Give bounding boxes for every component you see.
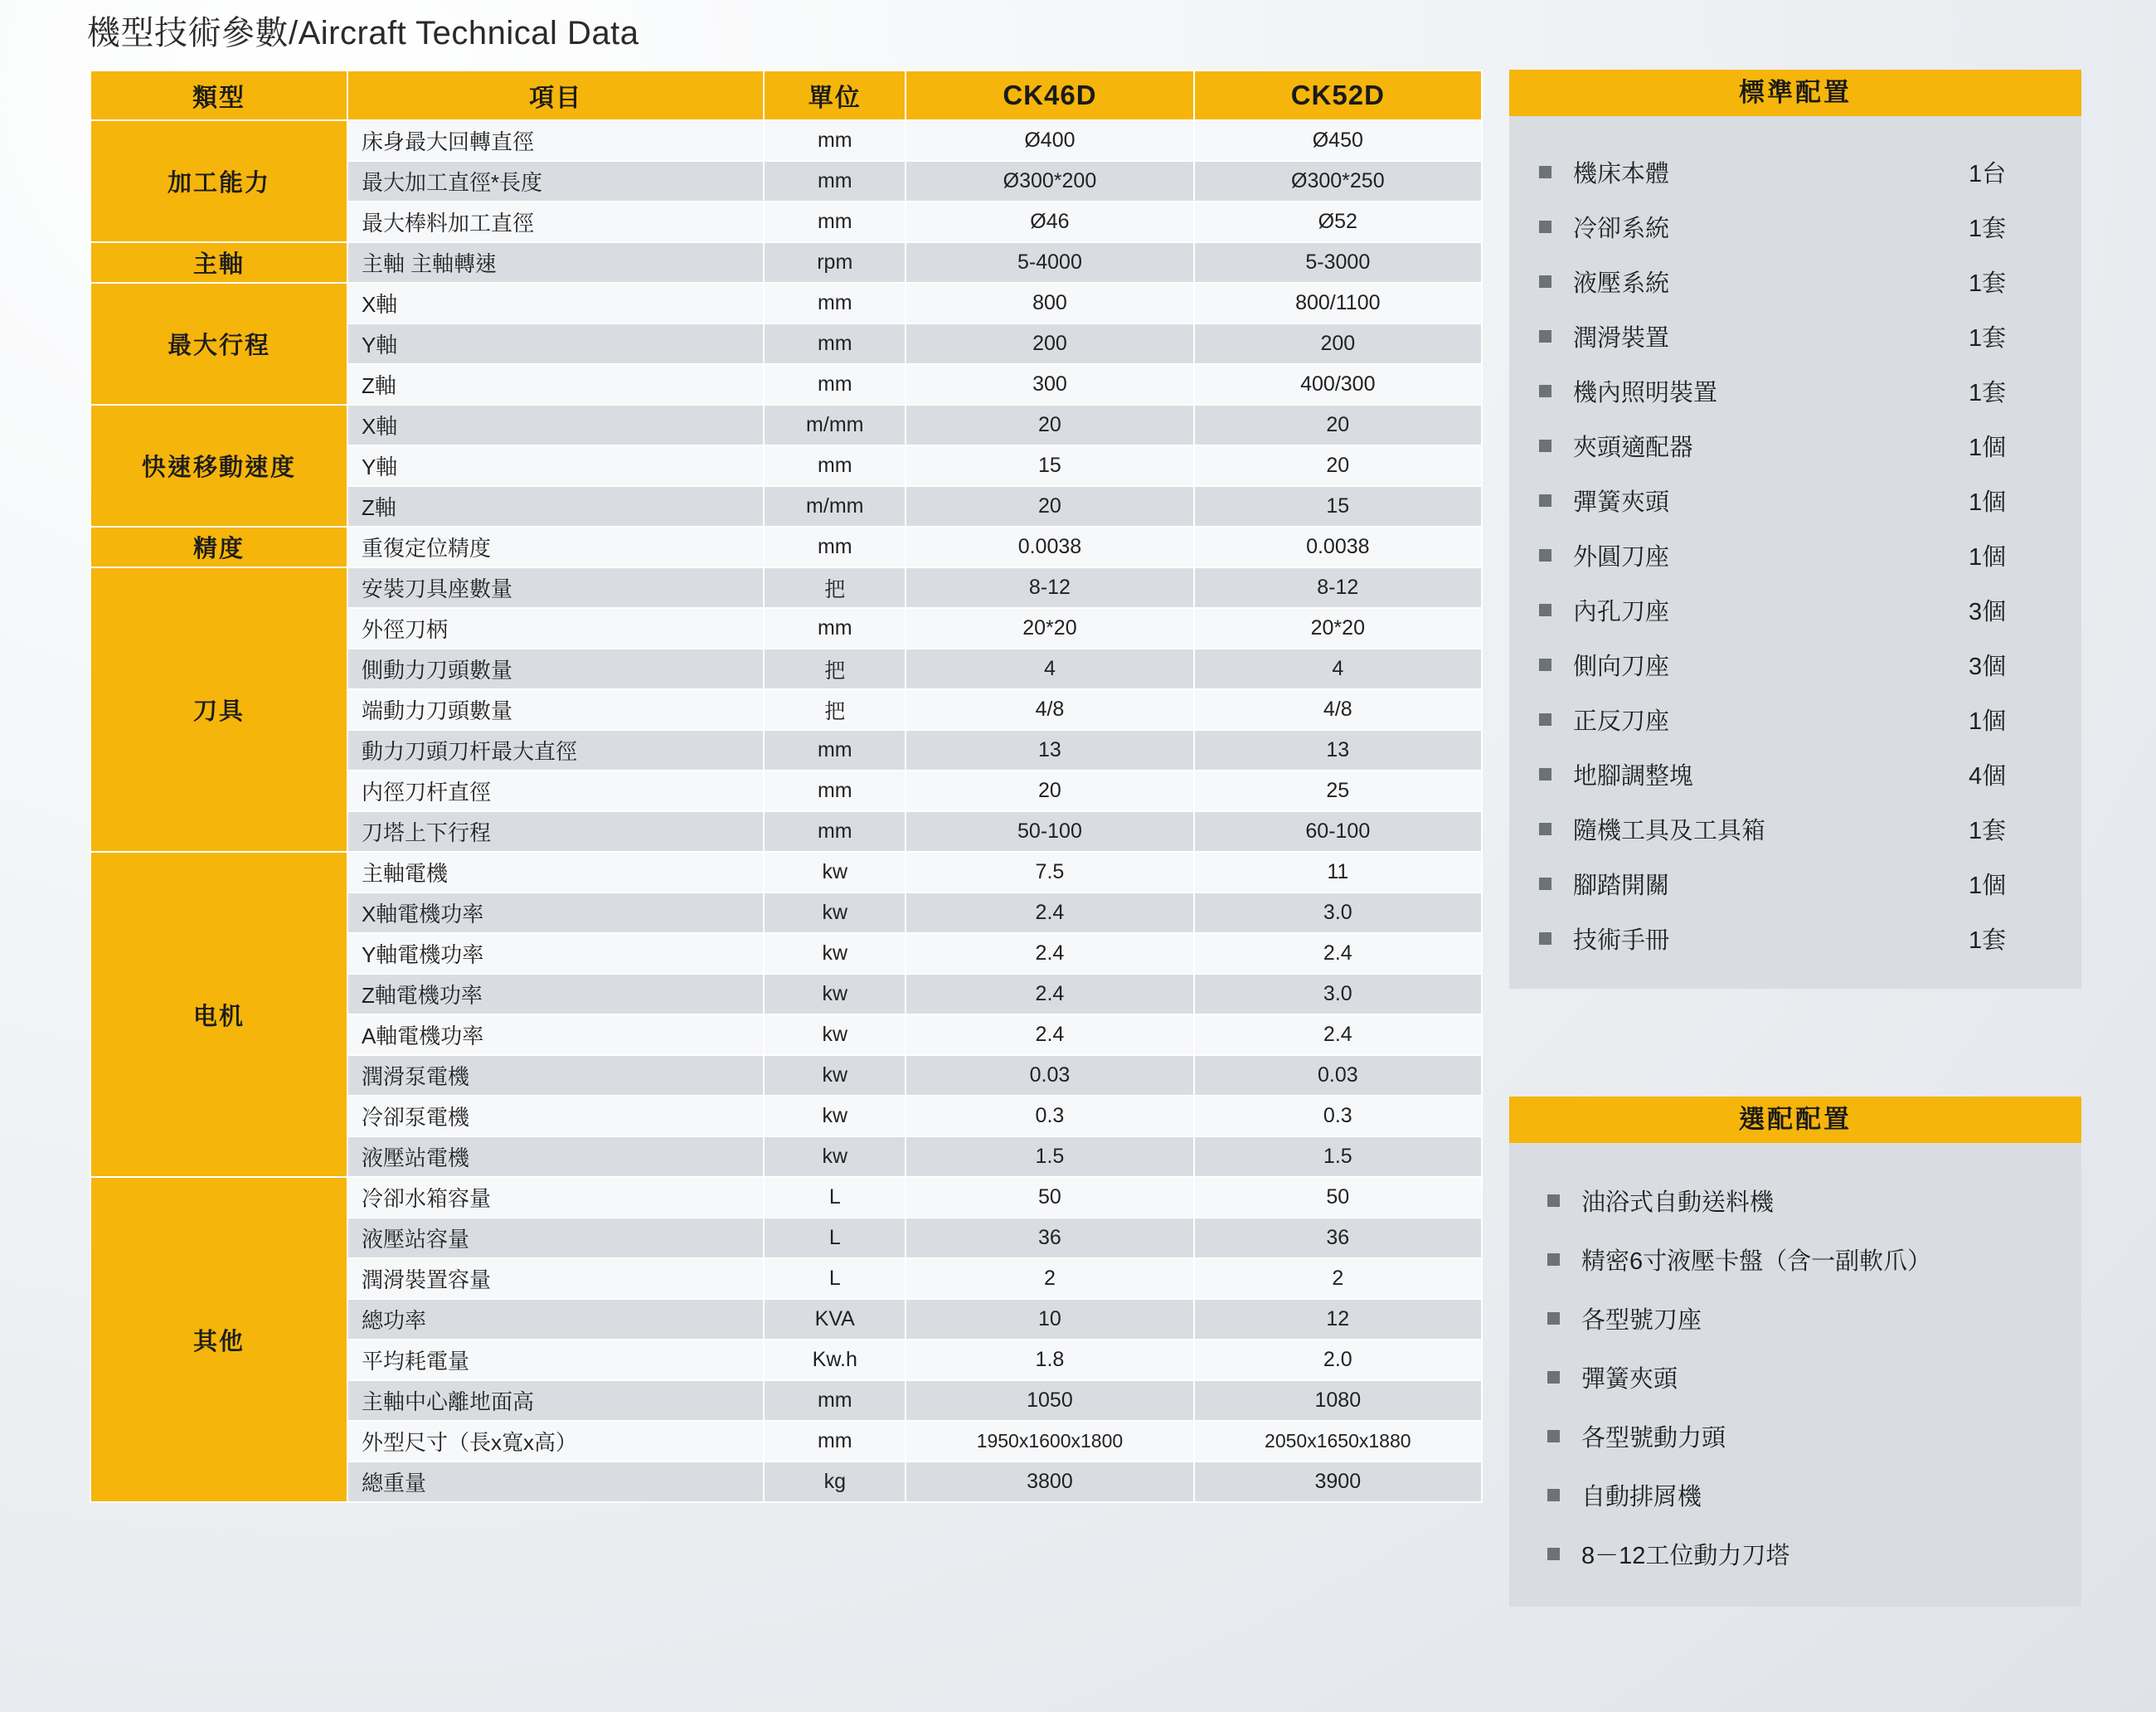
row-item-name: Y軸 xyxy=(347,323,764,364)
list-item xyxy=(1509,856,2081,911)
config-item-quantity: 1個 xyxy=(1969,489,2007,516)
row-unit: kw xyxy=(764,1014,906,1055)
row-item-name: 重復定位精度 xyxy=(347,527,764,567)
row-value-ck52d: 20*20 xyxy=(1194,608,1482,649)
table-row xyxy=(90,527,1482,567)
row-value-ck46d: Ø300*200 xyxy=(906,161,1193,202)
config-item-quantity: 1個 xyxy=(1969,708,2007,735)
row-value-ck46d: 50-100 xyxy=(906,811,1193,852)
row-item-name: 側動力刀頭數量 xyxy=(347,649,764,689)
table-header-row xyxy=(90,71,1482,120)
list-item xyxy=(1509,1289,2081,1348)
row-value-ck46d: 4/8 xyxy=(906,689,1193,730)
row-unit: mm xyxy=(764,527,906,567)
row-unit: L xyxy=(764,1218,906,1258)
row-value-ck52d: 0.03 xyxy=(1194,1055,1482,1096)
row-group-type: 精度 xyxy=(90,527,347,567)
column-header-ck52d: CK52D xyxy=(1194,71,1482,120)
row-unit: mm xyxy=(764,202,906,242)
row-item-name: Y軸 xyxy=(347,445,764,486)
row-item-name: 主軸 主軸轉速 xyxy=(347,242,764,283)
row-item-name: X軸 xyxy=(347,405,764,445)
row-value-ck46d: 1950x1600x1800 xyxy=(906,1421,1193,1462)
config-item-label: 正反刀座 xyxy=(1573,708,1670,735)
config-item-label: 彈簧夾頭 xyxy=(1573,489,1670,516)
row-value-ck46d: 2.4 xyxy=(906,933,1193,974)
row-item-name: 液壓站電機 xyxy=(347,1136,764,1177)
row-item-name: 外型尺寸（長x寬x高） xyxy=(347,1421,764,1462)
row-unit: mm xyxy=(764,283,906,323)
row-value-ck52d: 13 xyxy=(1194,730,1482,771)
square-bullet-icon xyxy=(1547,1194,1560,1207)
optional-config-panel xyxy=(1509,1097,2081,1607)
row-value-ck46d: 7.5 xyxy=(906,852,1193,892)
row-value-ck46d: 20 xyxy=(906,405,1193,445)
row-unit: m/mm xyxy=(764,405,906,445)
row-value-ck52d: 8-12 xyxy=(1194,567,1482,608)
row-item-name: Z軸電機功率 xyxy=(347,974,764,1014)
list-item xyxy=(1509,309,2081,363)
row-value-ck46d: 800 xyxy=(906,283,1193,323)
config-item-quantity: 1套 xyxy=(1969,817,2007,844)
row-item-name: 液壓站容量 xyxy=(347,1218,764,1258)
row-value-ck52d: 800/1100 xyxy=(1194,283,1482,323)
row-item-name: 平均耗電量 xyxy=(347,1340,764,1380)
column-header-unit: 單位 xyxy=(764,71,906,120)
row-value-ck52d: 400/300 xyxy=(1194,364,1482,405)
config-item-quantity: 1套 xyxy=(1969,215,2007,242)
config-item-label: 外圓刀座 xyxy=(1573,543,1670,571)
list-item xyxy=(1509,473,2081,528)
row-unit: mm xyxy=(764,730,906,771)
table-row xyxy=(90,1177,1482,1218)
row-group-type: 快速移動速度 xyxy=(90,405,347,527)
row-group-type: 其他 xyxy=(90,1177,347,1502)
aircraft-technical-data-table xyxy=(90,70,1483,1503)
row-item-name: A軸電機功率 xyxy=(347,1014,764,1055)
square-bullet-icon xyxy=(1547,1548,1560,1560)
optional-config-title: 選配配置 xyxy=(1509,1097,2081,1143)
list-item xyxy=(1509,418,2081,473)
row-value-ck52d: 2050x1650x1880 xyxy=(1194,1421,1482,1462)
row-value-ck46d: 1050 xyxy=(906,1380,1193,1421)
row-unit: 把 xyxy=(764,567,906,608)
config-item-label: 機床本體 xyxy=(1573,160,1670,187)
row-value-ck52d: 60-100 xyxy=(1194,811,1482,852)
row-item-name: 刀塔上下行程 xyxy=(347,811,764,852)
row-item-name: X軸 xyxy=(347,283,764,323)
row-value-ck46d: Ø46 xyxy=(906,202,1193,242)
row-unit: Kw.h xyxy=(764,1340,906,1380)
row-unit: mm xyxy=(764,771,906,811)
list-item xyxy=(1509,692,2081,747)
square-bullet-icon xyxy=(1539,768,1551,781)
config-item-label: 自動排屑機 xyxy=(1581,1484,1702,1510)
config-item-label: 油浴式自動送料機 xyxy=(1581,1189,1775,1216)
config-item-label: 潤滑裝置 xyxy=(1573,324,1670,352)
square-bullet-icon xyxy=(1539,166,1551,178)
config-item-quantity: 1個 xyxy=(1969,434,2007,461)
config-item-label: 機內照明裝置 xyxy=(1573,379,1718,406)
row-value-ck46d: 0.3 xyxy=(906,1096,1193,1136)
config-item-quantity: 1套 xyxy=(1969,927,2007,954)
row-value-ck52d: 1080 xyxy=(1194,1380,1482,1421)
row-value-ck52d: Ø450 xyxy=(1194,120,1482,161)
row-value-ck52d: 0.3 xyxy=(1194,1096,1482,1136)
row-item-name: 潤滑泵電機 xyxy=(347,1055,764,1096)
row-item-name: Z軸 xyxy=(347,486,764,527)
row-value-ck46d: 1.5 xyxy=(906,1136,1193,1177)
config-item-label: 隨機工具及工具箱 xyxy=(1573,817,1766,844)
row-value-ck52d: 5-3000 xyxy=(1194,242,1482,283)
row-unit: mm xyxy=(764,161,906,202)
row-item-name: X軸電機功率 xyxy=(347,892,764,933)
square-bullet-icon xyxy=(1539,221,1551,233)
row-item-name: 動力刀頭刀杆最大直徑 xyxy=(347,730,764,771)
square-bullet-icon xyxy=(1539,659,1551,671)
row-value-ck46d: Ø400 xyxy=(906,120,1193,161)
row-value-ck52d: 3.0 xyxy=(1194,892,1482,933)
config-item-label: 技術手冊 xyxy=(1573,927,1670,954)
row-item-name: Z軸 xyxy=(347,364,764,405)
list-item xyxy=(1509,1525,2081,1583)
column-header-item: 項目 xyxy=(347,71,764,120)
config-item-quantity: 1台 xyxy=(1969,160,2007,187)
config-item-label: 地腳調整塊 xyxy=(1573,762,1694,790)
row-unit: mm xyxy=(764,1421,906,1462)
config-item-quantity: 1個 xyxy=(1969,872,2007,899)
row-value-ck52d: 1.5 xyxy=(1194,1136,1482,1177)
list-item xyxy=(1509,801,2081,856)
list-item xyxy=(1509,254,2081,309)
list-item xyxy=(1509,528,2081,582)
row-value-ck46d: 20*20 xyxy=(906,608,1193,649)
config-item-label: 側向刀座 xyxy=(1573,653,1670,680)
row-unit: kw xyxy=(764,852,906,892)
row-item-name: Y軸電機功率 xyxy=(347,933,764,974)
standard-config-list xyxy=(1509,116,2081,989)
config-item-quantity: 3個 xyxy=(1969,598,2007,625)
row-unit: kg xyxy=(764,1462,906,1502)
config-item-quantity: 1套 xyxy=(1969,324,2007,352)
config-item-quantity: 3個 xyxy=(1969,653,2007,680)
row-item-name: 最大加工直徑*長度 xyxy=(347,161,764,202)
row-value-ck52d: 2.0 xyxy=(1194,1340,1482,1380)
square-bullet-icon xyxy=(1547,1253,1560,1266)
column-header-ck46d: CK46D xyxy=(906,71,1193,120)
row-value-ck46d: 1.8 xyxy=(906,1340,1193,1380)
list-item xyxy=(1509,1230,2081,1289)
config-item-label: 彈簧夾頭 xyxy=(1581,1366,1678,1393)
list-item xyxy=(1509,1407,2081,1466)
row-value-ck46d: 5-4000 xyxy=(906,242,1193,283)
row-value-ck52d: Ø52 xyxy=(1194,202,1482,242)
row-value-ck52d: 25 xyxy=(1194,771,1482,811)
row-value-ck52d: 0.0038 xyxy=(1194,527,1482,567)
row-value-ck52d: 50 xyxy=(1194,1177,1482,1218)
row-unit: mm xyxy=(764,1380,906,1421)
row-value-ck52d: Ø300*250 xyxy=(1194,161,1482,202)
row-value-ck52d: 20 xyxy=(1194,405,1482,445)
square-bullet-icon xyxy=(1539,932,1551,945)
row-unit: mm xyxy=(764,811,906,852)
row-value-ck52d: 4/8 xyxy=(1194,689,1482,730)
row-value-ck52d: 12 xyxy=(1194,1299,1482,1340)
row-item-name: 總重量 xyxy=(347,1462,764,1502)
list-item xyxy=(1509,1466,2081,1525)
row-value-ck52d: 200 xyxy=(1194,323,1482,364)
row-value-ck52d: 3.0 xyxy=(1194,974,1482,1014)
page-title: 機型技術參數/Aircraft Technical Data xyxy=(87,15,639,51)
row-value-ck46d: 36 xyxy=(906,1218,1193,1258)
row-item-name: 主軸電機 xyxy=(347,852,764,892)
config-item-label: 腳踏開關 xyxy=(1573,872,1670,899)
row-item-name: 床身最大回轉直徑 xyxy=(347,120,764,161)
row-unit: mm xyxy=(764,445,906,486)
standard-config-panel xyxy=(1509,70,2081,989)
row-group-type: 刀具 xyxy=(90,567,347,852)
list-item xyxy=(1509,199,2081,254)
row-unit: mm xyxy=(764,323,906,364)
square-bullet-icon xyxy=(1539,549,1551,562)
row-unit: L xyxy=(764,1177,906,1218)
list-item xyxy=(1509,1348,2081,1407)
column-header-type: 類型 xyxy=(90,71,347,120)
row-value-ck52d: 3900 xyxy=(1194,1462,1482,1502)
square-bullet-icon xyxy=(1539,385,1551,397)
square-bullet-icon xyxy=(1539,330,1551,343)
config-item-quantity: 1個 xyxy=(1969,543,2007,571)
row-value-ck52d: 2.4 xyxy=(1194,1014,1482,1055)
row-unit: kw xyxy=(764,933,906,974)
row-unit: kw xyxy=(764,1055,906,1096)
square-bullet-icon xyxy=(1547,1371,1560,1384)
square-bullet-icon xyxy=(1539,275,1551,288)
config-item-label: 精密6寸液壓卡盤（含一副軟爪） xyxy=(1581,1248,1932,1275)
row-value-ck52d: 4 xyxy=(1194,649,1482,689)
standard-config-title: 標準配置 xyxy=(1509,70,2081,116)
square-bullet-icon xyxy=(1539,713,1551,726)
list-item xyxy=(1509,144,2081,199)
row-group-type: 主軸 xyxy=(90,242,347,283)
config-item-label: 各型號動力頭 xyxy=(1581,1425,1726,1452)
config-item-quantity: 1套 xyxy=(1969,379,2007,406)
row-item-name: 端動力刀頭數量 xyxy=(347,689,764,730)
row-unit: 把 xyxy=(764,649,906,689)
row-item-name: 主軸中心離地面高 xyxy=(347,1380,764,1421)
row-group-type: 电机 xyxy=(90,852,347,1177)
row-unit: mm xyxy=(764,364,906,405)
row-item-name: 最大棒料加工直徑 xyxy=(347,202,764,242)
config-item-label: 內孔刀座 xyxy=(1573,598,1670,625)
row-unit: kw xyxy=(764,892,906,933)
row-unit: mm xyxy=(764,608,906,649)
row-value-ck52d: 36 xyxy=(1194,1218,1482,1258)
square-bullet-icon xyxy=(1547,1489,1560,1501)
row-value-ck52d: 11 xyxy=(1194,852,1482,892)
row-value-ck46d: 2.4 xyxy=(906,1014,1193,1055)
row-value-ck46d: 2 xyxy=(906,1258,1193,1299)
row-item-name: 潤滑裝置容量 xyxy=(347,1258,764,1299)
row-value-ck46d: 20 xyxy=(906,771,1193,811)
square-bullet-icon xyxy=(1539,440,1551,452)
list-item xyxy=(1509,363,2081,418)
row-unit: kw xyxy=(764,1096,906,1136)
optional-config-list xyxy=(1509,1143,2081,1607)
row-unit: KVA xyxy=(764,1299,906,1340)
row-item-name: 冷卻泵電機 xyxy=(347,1096,764,1136)
table-row xyxy=(90,405,1482,445)
row-value-ck46d: 13 xyxy=(906,730,1193,771)
row-value-ck46d: 200 xyxy=(906,323,1193,364)
config-item-label: 液壓系統 xyxy=(1573,270,1670,297)
row-unit: mm xyxy=(764,120,906,161)
list-item xyxy=(1509,637,2081,692)
list-item xyxy=(1509,747,2081,801)
row-unit: L xyxy=(764,1258,906,1299)
row-value-ck52d: 15 xyxy=(1194,486,1482,527)
list-item xyxy=(1509,582,2081,637)
table-row xyxy=(90,852,1482,892)
row-value-ck46d: 300 xyxy=(906,364,1193,405)
square-bullet-icon xyxy=(1539,878,1551,890)
table-row xyxy=(90,567,1482,608)
row-item-name: 總功率 xyxy=(347,1299,764,1340)
row-unit: rpm xyxy=(764,242,906,283)
row-value-ck52d: 2 xyxy=(1194,1258,1482,1299)
table-row xyxy=(90,283,1482,323)
row-item-name: 外徑刀柄 xyxy=(347,608,764,649)
square-bullet-icon xyxy=(1547,1312,1560,1325)
row-value-ck46d: 3800 xyxy=(906,1462,1193,1502)
config-item-label: 8－12工位動力刀塔 xyxy=(1581,1543,1790,1569)
config-item-label: 夾頭適配器 xyxy=(1573,434,1694,461)
row-unit: 把 xyxy=(764,689,906,730)
config-item-label: 各型號刀座 xyxy=(1581,1307,1702,1334)
row-group-type: 最大行程 xyxy=(90,283,347,405)
row-value-ck46d: 10 xyxy=(906,1299,1193,1340)
table-row xyxy=(90,120,1482,161)
row-value-ck46d: 0.0038 xyxy=(906,527,1193,567)
row-group-type: 加工能力 xyxy=(90,120,347,242)
config-item-quantity: 4個 xyxy=(1969,762,2007,790)
row-value-ck46d: 20 xyxy=(906,486,1193,527)
row-value-ck46d: 0.03 xyxy=(906,1055,1193,1096)
row-value-ck46d: 15 xyxy=(906,445,1193,486)
row-item-name: 内徑刀杆直徑 xyxy=(347,771,764,811)
list-item xyxy=(1509,911,2081,965)
row-unit: m/mm xyxy=(764,486,906,527)
square-bullet-icon xyxy=(1539,604,1551,616)
square-bullet-icon xyxy=(1547,1430,1560,1442)
row-value-ck52d: 2.4 xyxy=(1194,933,1482,974)
square-bullet-icon xyxy=(1539,494,1551,507)
row-value-ck46d: 8-12 xyxy=(906,567,1193,608)
row-value-ck46d: 50 xyxy=(906,1177,1193,1218)
table-body xyxy=(90,120,1482,1502)
row-unit: kw xyxy=(764,1136,906,1177)
row-item-name: 安裝刀具座數量 xyxy=(347,567,764,608)
list-item xyxy=(1509,1171,2081,1230)
row-value-ck46d: 2.4 xyxy=(906,892,1193,933)
row-value-ck46d: 4 xyxy=(906,649,1193,689)
row-unit: kw xyxy=(764,974,906,1014)
row-item-name: 冷卻水箱容量 xyxy=(347,1177,764,1218)
config-item-quantity: 1套 xyxy=(1969,270,2007,297)
row-value-ck52d: 20 xyxy=(1194,445,1482,486)
square-bullet-icon xyxy=(1539,823,1551,835)
config-item-label: 冷卻系統 xyxy=(1573,215,1670,242)
table-row xyxy=(90,242,1482,283)
row-value-ck46d: 2.4 xyxy=(906,974,1193,1014)
